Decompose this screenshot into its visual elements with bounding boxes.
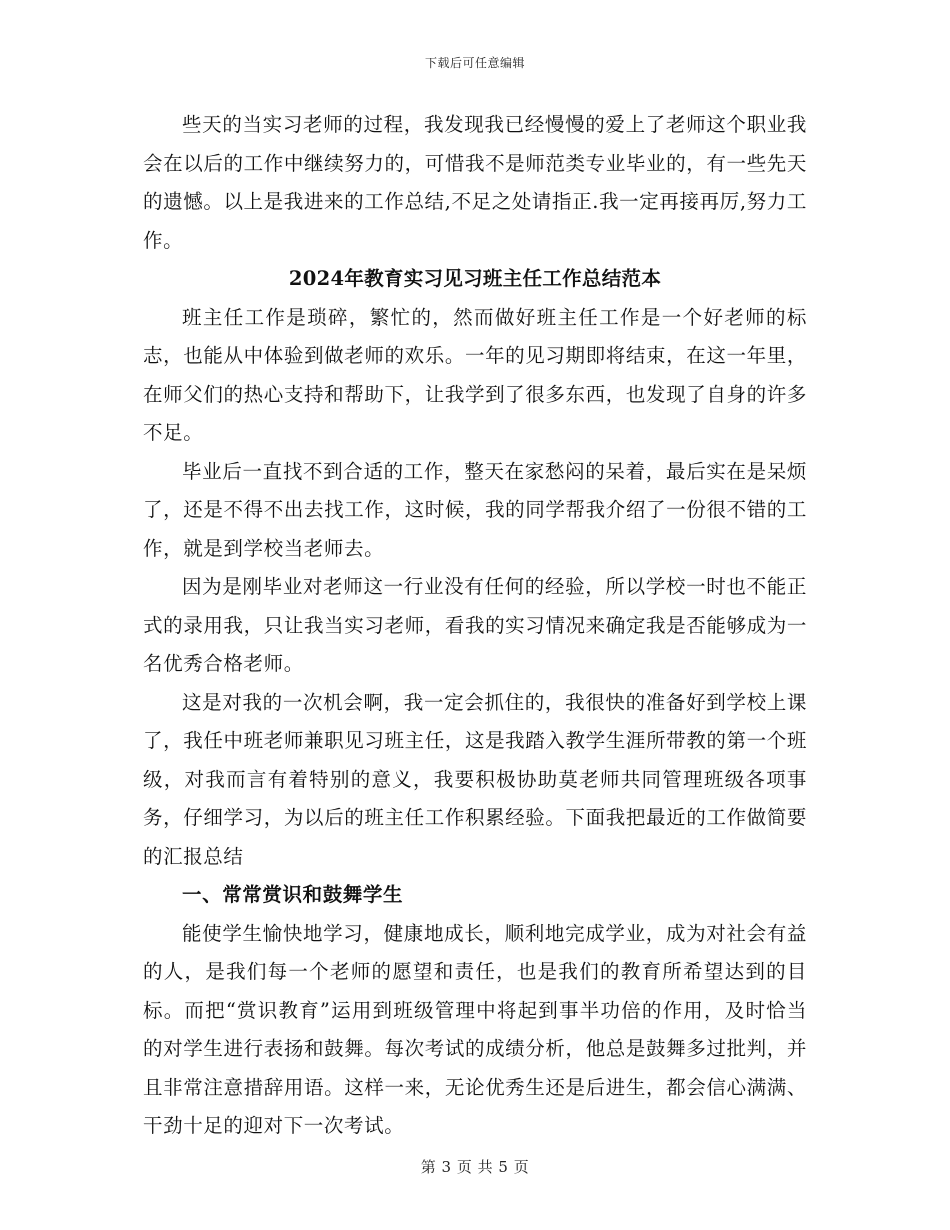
section-heading: 一、常常赏识和鼓舞学生 <box>182 883 404 906</box>
continuation-paragraph: 些天的当实习老师的过程，我发现我已经慢慢的爱上了老师这个职业我会在以后的工作中继续努力的，可惜我不是师范类专业毕业的，有一些先天的遗憾。以上是我进来的工作总结,不足之处请指正.我一定再接再厉,努力工作。 <box>143 113 807 252</box>
document-body <box>143 106 807 1146</box>
body-paragraph-4: 这是对我的一次机会啊，我一定会抓住的，我很快的准备好到学校上课了，我任中班老师兼职见习班主任，这是我踏入教学生涯所带教的第一个班级，对我而言有着特别的意义，我要积极协助莫老师共同管理班级各项事务，仔细学习，为以后的班主任工作积累经验。下面我把最近的工作做简要的汇报总结 <box>143 690 807 868</box>
page-header: 下载后可任意编辑 <box>424 56 525 70</box>
document-title: 2024年教育实习见习班主任工作总结范本 <box>288 267 662 290</box>
body-paragraph-2: 毕业后一直找不到合适的工作，整天在家愁闷的呆着，最后实在是呆烦了，还是不得不出去找工作，这时候，我的同学帮我介绍了一份很不错的工作，就是到学校当老师去。 <box>143 459 807 560</box>
body-paragraph-1: 班主任工作是琐碎，繁忙的，然而做好班主任工作是一个好老师的标志，也能从中体验到做老师的欢乐。一年的见习期即将结束，在这一年里，在师父们的热心支持和帮助下，让我学到了很多东西，也发现了自身的许多不足。 <box>143 305 807 444</box>
section-paragraph: 能使学生愉快地学习，健康地成长，顺利地完成学业，成为对社会有益的人，是我们每一个老师的愿望和责任，也是我们的教育所希望达到的目标。而把“赏识教育”运用到班级管理中将起到事半功倍的作用，及时恰当的对学生进行表扬和鼓舞。每次考试的成绩分析，他总是鼓舞多过批判，并且非常注意措辞用语。这样一来，无论优秀生还是后进生，都会信心满满、干劲十足的迎对下一次考试。 <box>143 921 807 1137</box>
body-paragraph-3: 因为是刚毕业对老师这一行业没有任何的经验，所以学校一时也不能正式的录用我，只让我当实习老师，看我的实习情况来确定我是否能够成为一名优秀合格老师。 <box>143 575 807 675</box>
page-number: 第 3 页 共 5 页 <box>420 1158 530 1176</box>
